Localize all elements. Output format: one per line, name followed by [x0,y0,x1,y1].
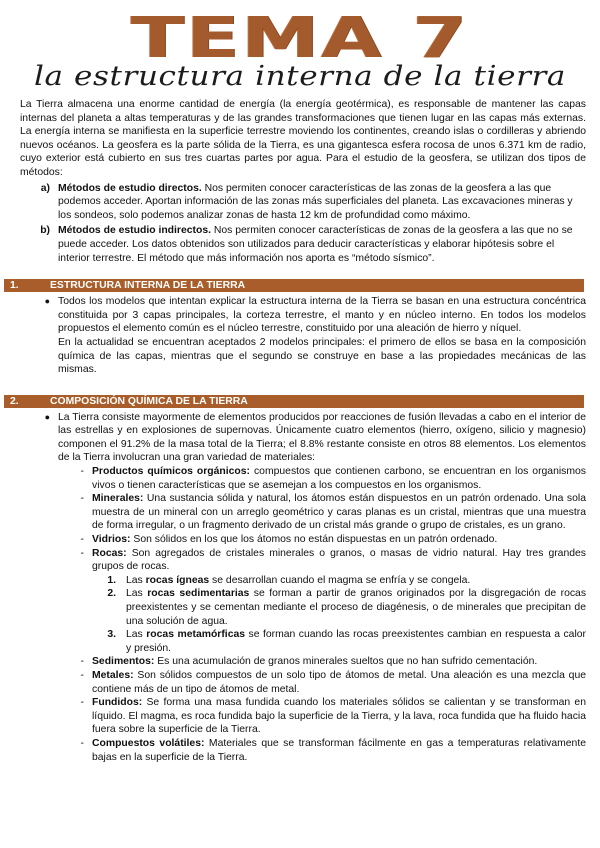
list-item [20,533,586,547]
item-text: compuestos que contienen carbono, se encuentran en los organismos vivos o tienen características que se asemejan a los compuestos en los organismos. [92,466,587,491]
method-title: Métodos de estudio directos. [58,182,202,194]
item-title: rocas sedimentarias [147,588,250,600]
list-item [20,492,586,533]
list-number: 2. [107,588,116,600]
method-item [20,224,586,265]
dash-marker: - [80,534,84,546]
bullet-icon: ● [44,296,50,307]
list-item [20,655,586,669]
bullet-icon: ● [44,411,50,422]
method-item [20,182,586,223]
list-item [20,696,586,737]
paragraph: Todos los modelos que intentan explicar la estructura interna de la Tierra se basan en una estructura concéntrica constituida por 3 capas principales, la corteza terrestre, el manto y en núcleo interno. En todos los modelos propuestos el elemento común es el núcleo terrestre, constituido por una aleación de hierro y níquel. [58,296,586,335]
item-text: se forman cuando las rocas preexistentes cambian en respuesta a calor y presión. [126,629,587,654]
page-title: TEMA 7 [131,5,469,71]
intro-paragraph: La Tierra almacena una enorme cantidad de energía (la energía geotérmica), es responsable de mantener las capas internas del planeta a altas temperaturas y de las grandes transformaciones que tienen lugar en las capas más externas. La energía interna se manifiesta en la superficie terrestre moviendo los continentes, creando islas o cordilleras y abriendo nuevos océanos. La geosfera es la parte sólida de la Tierra, es una gigantesca esfera rocosa de unos 6.371 km de radio, cuyo exterior está cubierto en sus tres cuartas partes por agua. Para el estudio de la geosfera, se utilizan dos tipos de métodos: [20,99,586,178]
item-title: Rocas: [92,547,127,559]
item-text: se forman a partir de granos originados por la disgregación de rocas preexistentes y se cementan mediante el proceso de diagénesis, o de minerales que precipitan de una solución de agua. [126,588,587,627]
item-text: Una sustancia sólida y natural, los átomos están dispuestos en un patrón ordenado. Una sola muestra de un mineral con un arreglo geométrico y caras planas es un cristal, mientras que una muestra de forma irregular, o un fragmento derivado de un cristal más grande o grupo de cristales, es un grano. [92,493,586,532]
section-heading-estructura [4,279,584,292]
list-number: 1. [107,574,116,586]
item-title: Fundidos: [92,697,143,709]
dash-marker: - [80,656,84,668]
rock-type-item [20,628,586,655]
item-title: Sedimentos: [92,656,155,668]
dash-marker: - [80,737,84,749]
item-prefix: Las [126,574,146,586]
method-label: b) [40,225,50,237]
dash-marker: - [80,669,84,681]
list-item [20,737,586,764]
list-item [20,669,586,696]
item-text: Materiales que se transforman fácilmente en gas a temperaturas relativamente bajas en la superficie de la Tierra. [92,737,586,763]
dash-marker: - [80,466,84,478]
item-title: Compuestos volátiles: [92,737,205,749]
item-title: Productos químicos orgánicos: [92,466,251,478]
item-title: rocas metamórficas [146,629,246,641]
section-title: ESTRUCTURA INTERNA DE LA TIERRA [50,280,246,292]
item-text: Son sólidos compuestos de un solo tipo de átomos de metal. Una aleación es una mezcla que contiene más de un tipo de átomos de metal. [92,669,586,695]
method-label: a) [40,182,50,194]
item-prefix: Las [126,629,147,641]
dash-marker: - [80,493,84,505]
method-title: Métodos de estudio indirectos. [58,225,211,237]
document-body [10,98,587,764]
item-text: Son sólidos en los que los átomos no están dispuestas en un patrón ordenado. [130,534,498,546]
item-title: Metales: [92,669,134,681]
section-title: COMPOSICIÓN QUÍMICA DE LA TIERRA [50,395,248,407]
bullet-item [20,295,586,377]
item-title: Vidrios: [92,534,131,546]
item-text: Se forma una masa fundida cuando los materiales sólidos se calientan y se transforman en líquido. El magma, es roca fundida bajo la superficie de la Tierra, y la lava, roca fundida que ha fluido hacia fuera sobre la superficie de la Tierra. [92,697,586,736]
item-text: se desarrollan cuando el magma se enfría y se congela. [209,574,471,586]
list-item [20,547,586,574]
method-text: Nos permiten conocer características de las zonas de la geosfera a las que podemos acceder. Aportan información de las zonas más superficiales del planeta. Las excavaciones mineras y los sondeos, solo podemos analizar zonas de hasta 12 km de profundidad como máximo. [58,182,573,221]
rock-type-item [20,574,586,588]
paragraph: La Tierra consiste mayormente de elementos producidos por reacciones de fusión llevadas a cabo en el interior de las estrellas y en explosiones de supernovas. Únicamente cuatro elementos (hierro, oxígeno, silicio y magnesio) componen el 91.2% de la masa total de la Tierra; el 8.8% restante consiste en otros 88 elementos. Los elementos de la Tierra involucran una gran variedad de materiales: [58,411,586,464]
item-title: rocas ígneas [145,574,210,586]
bullet-item [20,411,586,465]
item-title: Minerales: [92,493,144,505]
section-heading-composicion [4,395,584,408]
dash-marker: - [80,547,84,559]
list-item [20,465,586,492]
item-text: Es una acumulación de granos minerales sueltos que no han sufrido cementación. [154,656,538,668]
list-number: 3. [107,629,116,641]
paragraph: En la actualidad se encuentran aceptados 2 modelos principales: el primero de ellos se basa en la composición química de las capas, mientras que el segundo se construye en base a las propiedades mecánicas de las mismas. [58,336,586,376]
rock-type-item [20,587,586,628]
page-subtitle: la estructura interna de la tierra [33,61,566,92]
method-text: Nos permiten conocer características de zonas de la geosfera a las que no se puede acceder. Los datos obtenidos son utilizados para deducir características y elaborar hipótesis sobre el interior terrestre. El método que más información nos aporta es “método sísmico”. [58,225,573,264]
dash-marker: - [80,697,84,709]
section-number: 1. [10,280,19,292]
page-header [0,0,600,95]
item-text: Son agregados de cristales minerales o granos, o masas de vidrio natural. Hay tres grandes grupos de rocas. [92,547,586,573]
section-number: 2. [10,395,19,407]
item-prefix: Las [126,588,148,600]
